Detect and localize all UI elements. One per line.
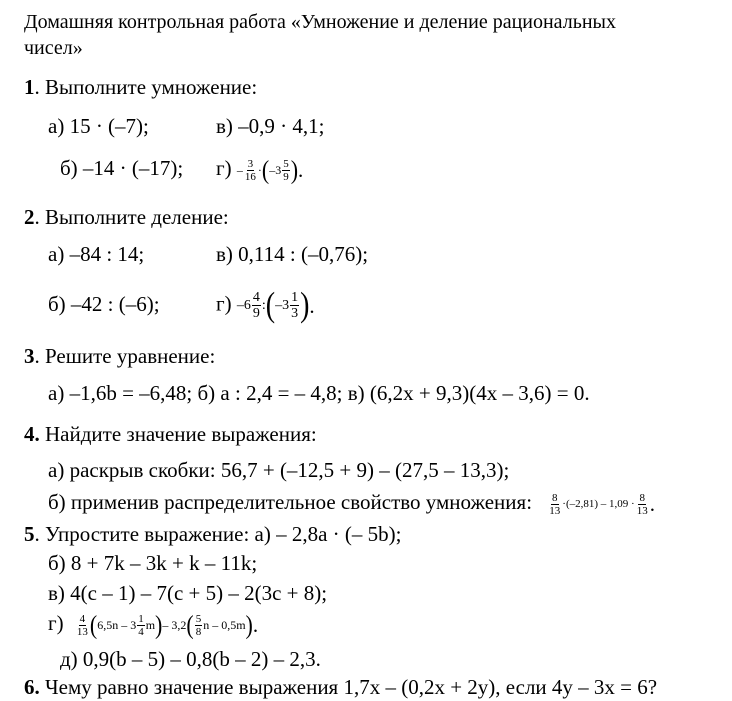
task-4b [48,490,655,517]
denominator: 13 [549,504,561,517]
open-paren: ( [186,609,194,640]
denominator: 9 [252,306,260,321]
task-2-number: 2 [24,205,35,229]
numerator: 5 [283,157,289,170]
denominator: 4 [138,625,144,638]
task-5g [48,611,258,638]
numerator: 1 [138,612,144,625]
task-2-heading [24,205,229,229]
numerator: 5 [195,612,202,625]
close-paren: ) [290,154,299,185]
task-1-text: . Выполните умножение: [34,75,258,99]
expression-part: 6,5n – 3 [97,618,137,633]
fraction [252,290,261,321]
task-1v: в) –0,9 · 4,1; [216,114,325,138]
task-1a: а) 15 · (–7); [48,114,149,138]
task-1-number: 1 [24,75,35,99]
numerator: 3 [247,157,254,170]
task-2g-label: г) [216,291,232,316]
period: . [298,158,304,183]
task-2-text: . Выполните деление: [34,205,229,229]
task-1b: б) –14 · (–17); [60,156,184,180]
close-paren: ) [300,285,310,325]
task-4-text: Найдите значение выражения: [39,422,317,446]
open-paren: ( [89,609,98,640]
task-5g-expression [75,609,259,640]
task-6-text: Чему равно значение выражения 1,7x – (0,2x + 2y), если 4y – 3x = 6? [39,675,658,699]
task-5b: б) 8 + 7k – 3k + k – 11k; [48,551,258,575]
open-paren: ( [265,285,276,325]
denominator: 3 [291,306,299,321]
denominator: 9 [283,170,289,183]
denominator: 8 [195,625,202,638]
fraction [282,158,290,183]
task-6-number: 6. [24,675,40,699]
fraction [290,290,299,321]
period: . [309,293,315,318]
multiply-dot: · [257,163,262,178]
task-5d: д) 0,9(b – 5) – 0,8(b – 2) – 2,3. [60,647,321,671]
open-paren: ( [261,154,270,185]
denominator: 13 [76,625,88,638]
divide-colon: : [261,297,266,313]
task-2g-expression [236,285,315,325]
task-3-text: . Решите уравнение: [34,344,216,368]
task-5-number: 5 [24,522,35,546]
task-1-heading [24,75,257,99]
fraction [76,613,89,638]
fraction [636,492,649,517]
expression-middle: ·(–2,81) – 1,09 · [562,498,635,511]
numerator: 4 [252,290,260,305]
task-1g [216,156,303,183]
task-2v: в) 0,114 : (–0,76); [216,242,369,266]
numerator: 1 [291,290,299,305]
task-4b-expression [547,492,655,517]
task-5g-label: г) [48,611,64,635]
task-2b: б) –42 : (–6); [48,292,160,316]
task-1g-expression [236,154,304,185]
task-3-number: 3 [24,344,35,368]
whole-part: –3 [275,297,290,313]
task-5-text: . Упростите выражение: а) – 2,8a · (– 5b); [34,522,402,546]
task-4a: а) раскрыв скобки: 56,7 + (–12,5 + 9) – (27,5 – 13,3); [48,458,510,482]
whole-part: –3 [269,163,282,178]
denominator: 16 [244,170,256,183]
page-title-line-2: чисел» [24,37,83,59]
fraction [137,613,145,638]
numerator: 8 [639,491,645,504]
task-3-body: а) –1,6b = –6,48; б) a : 2,4 = – 4,8; в) (6,2x + 9,3)(4x – 3,6) = 0. [48,381,590,405]
denominator: 13 [636,504,648,517]
task-3-heading [24,344,215,368]
period: . [649,492,655,517]
period: . [252,613,259,638]
close-paren: ) [155,609,163,640]
whole-part: –6 [236,297,251,313]
page-title-line-1: Домашняя контрольная работа «Умножение и деление рациональных [24,11,616,33]
expression-middle: – 3,2 [162,618,187,633]
expression-part: n – 0,5m [203,618,246,633]
fraction [244,158,257,183]
task-4-heading [24,422,317,446]
numerator: 8 [552,491,558,504]
task-5v: в) 4(c – 1) – 7(c + 5) – 2(3c + 8); [48,581,328,605]
minus-sign: – [236,163,243,178]
fraction [548,492,561,517]
task-5-heading [24,522,402,546]
task-2g [216,285,315,325]
task-4b-text: б) применив распределительное свойство умножения: [48,490,533,514]
variable: m [145,618,156,633]
task-1g-label: г) [216,156,232,180]
numerator: 4 [79,612,86,625]
task-6-heading [24,675,657,699]
task-2a: а) –84 : 14; [48,242,145,266]
fraction [195,613,203,638]
close-paren: ) [245,609,253,640]
task-4-number: 4. [24,422,40,446]
